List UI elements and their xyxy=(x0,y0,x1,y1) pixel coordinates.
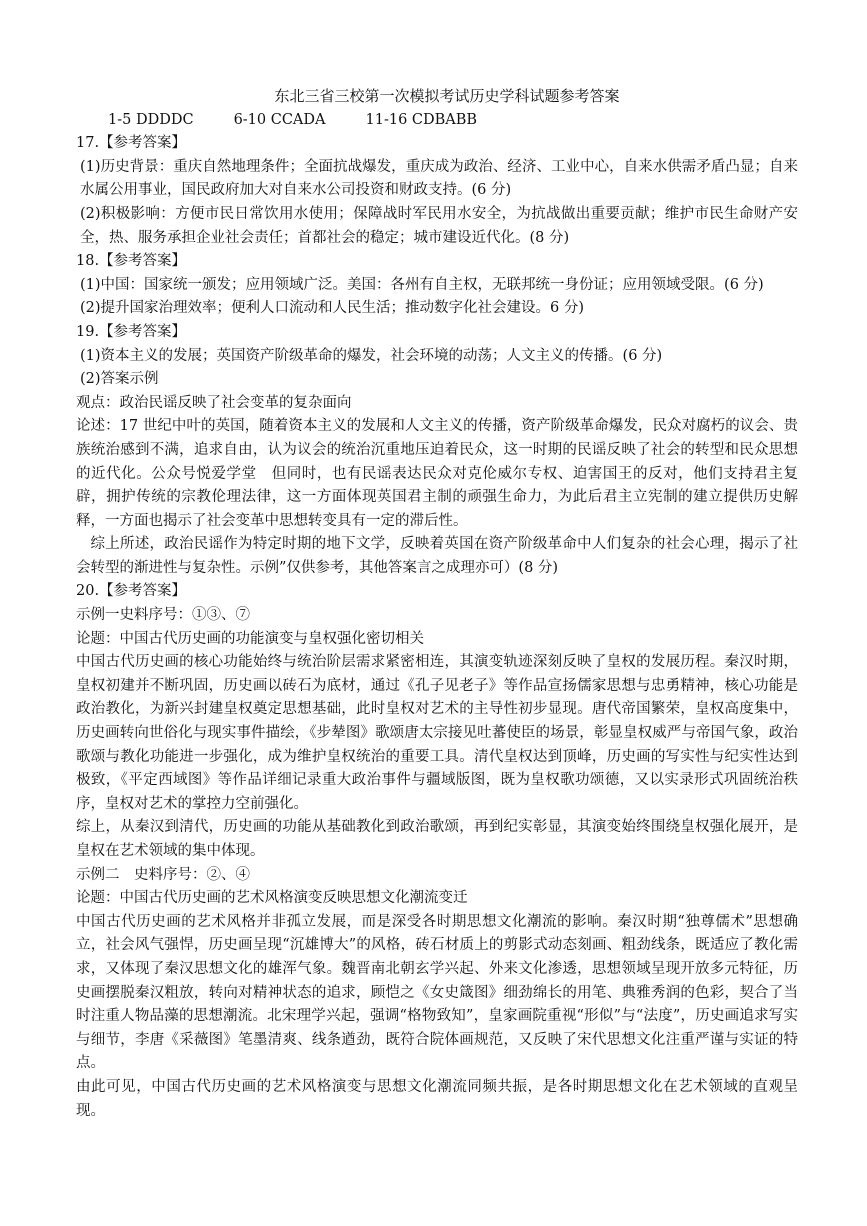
q19-part1: (1)资本主义的发展；英国资产阶级革命的爆发，社会环境的动荡；人文主义的传播。(6 分) xyxy=(80,347,663,364)
q17-heading: 17.【参考答案】 xyxy=(76,135,187,152)
q20-example2-conclusion: 由此可见，中国古代历史画的艺术风格演变与思想文化潮流同频共振，是各时期思想文化在艺术领域的直观呈现。 xyxy=(76,1078,798,1119)
q20-heading: 20.【参考答案】 xyxy=(76,583,187,600)
q19-conclusion: 综上所述，政治民谣作为特定时期的地下文学，反映着英国在资产阶级革命中人们复杂的社会心理，揭示了社会转型的渐进性与复杂性。示例”仅供参考，其他答案言之成理亦可）(8 分) xyxy=(76,536,798,576)
q19-argument: 论述：17 世纪中叶的英国，随着资本主义的发展和人文主义的传播，资产阶级革命爆发，民众对腐朽的议会、贵族统治感到不满，追求自由，认为议会的统治沉重地压迫着民众，这一时期的民谣反映了社会的转型和民众思想的近代化。公众号悦爱学堂 但同时，也有民谣表达民众对克伦威尔专权、迫害国王的反对，他们支持君主复辟，拥护传统的宗教伦理法律，这一方面体现英国君主制的顽强生命力，为此后君主立宪制的建立提供历史解释，一方面也揭示了社会变革中思想转变具有一定的滞后性。 xyxy=(76,418,798,529)
answer-key-row xyxy=(76,109,798,133)
q20-example1-thesis: 论题：中国古代历史画的功能演变与皇权强化密切相关 xyxy=(76,630,424,647)
q20-example2-body: 中国古代历史画的艺术风格并非孤立发展，而是深受各时期思想文化潮流的影响。秦汉时期“独尊儒术”思想确立，社会风气强悍，历史画呈现“沉雄博大”的风格，砖石材质上的剪影式动态刻画、粗劲线条，既适应了教化需求，又体现了秦汉思想文化的雄浑气象。魏晋南北朝玄学兴起、外来文化渗透，思想领域呈现开放多元特征，历史画摆脱秦汉粗放，转向对精神状态的追求，顾恺之《女史箴图》细劲绵长的用笔、典雅秀润的色彩，契合了当时注重人物品藻的思想潮流。北宋理学兴起，强调“格物致知”，皇家画院重视“形似”与“法度”，历史画追求写实与细节，李唐《采薇图》笔墨清爽、线条遒劲，既符合院体画规范，又反映了宋代思想文化注重严谨与实证的特点。 xyxy=(76,913,798,1072)
answer-key-6-10: 6-10 CCADA xyxy=(233,111,326,128)
q20-example1-label: 示例一史料序号：①③、⑦ xyxy=(76,607,250,624)
document-content xyxy=(76,85,798,1123)
q19-part2-label: (2)答案示例 xyxy=(80,371,159,388)
q19-viewpoint: 观点：政治民谣反映了社会变革的复杂面向 xyxy=(76,394,352,411)
q17-part1: (1)历史背景：重庆自然地理条件；全面抗战爆发，重庆成为政治、经济、工业中心，自来水供需矛盾凸显；自来水属公用事业，国民政府加大对自来水公司投资和财政支持。(6 分) xyxy=(80,158,798,199)
answer-key-1-5: 1-5 DDDDC xyxy=(108,111,194,128)
q20-example2-label: 示例二 史料序号：②、④ xyxy=(76,866,250,883)
q20-example1-conclusion: 综上，从秦汉到清代，历史画的功能从基础教化到政治歌颂，再到纪实彰显，其演变始终围绕皇权强化展开，是皇权在艺术领域的集中体现。 xyxy=(76,819,798,859)
q18-part1: (1)中国：国家统一颁发；应用领域广泛。美国：各州有自主权，无联邦统一身份证；应用领域受限。(6 分) xyxy=(80,276,764,293)
q18-heading: 18.【参考答案】 xyxy=(76,253,187,270)
q20-example2-thesis: 论题：中国古代历史画的艺术风格演变反映思想文化潮流变迁 xyxy=(76,890,468,907)
q18-part2: (2)提升国家治理效率；便利人口流动和人民生活；推动数字化社会建设。6 分) xyxy=(80,300,585,317)
q19-heading: 19.【参考答案】 xyxy=(76,323,187,340)
page-title: 东北三省三校第一次模拟考试历史学科试题参考答案 xyxy=(274,87,620,105)
answer-key-11-16: 11-16 CDBABB xyxy=(365,111,478,128)
q20-example1-body: 中国古代历史画的核心功能始终与统治阶层需求紧密相连，其演变轨迹深刻反映了皇权的发展历程。秦汉时期，皇权初建并不断巩固，历史画以砖石为底材，通过《孔子见老子》等作品宣扬儒家思想与忠勇精神，核心功能是政治教化，为新兴封建皇权奠定思想基础，此时皇权对艺术的主导性初步显现。唐代帝国繁荣，皇权高度集中，历史画转向世俗化与现实事件描绘，《步辇图》歌颂唐太宗接见吐蕃使臣的场景，彰显皇权威严与帝国气象，政治歌颂与教化功能进一步强化，成为维护皇权统治的重要工具。清代皇权达到顶峰，历史画的写实性与纪实性达到极致，《平定西域图》等作品详细记录重大政治事件与疆域版图，既为皇权歌功颂德，又以实录形式巩固统治秩序，皇权对艺术的掌控力空前强化。 xyxy=(76,654,798,812)
q17-part2: (2)积极影响：方便市民日常饮用水使用；保障战时军民用水安全，为抗战做出重要贡献；维护市民生命财产安全，热、服务承担企业社会责任；首都社会的稳定；城市建设近代化。(8 分) xyxy=(80,205,798,246)
